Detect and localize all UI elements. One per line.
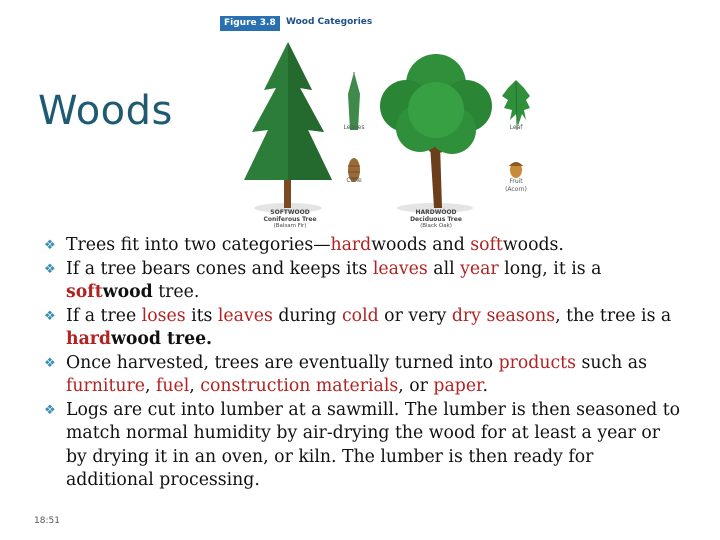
bullet-marker-icon: ❖ <box>44 238 56 253</box>
bullet-text-segment: paper <box>433 376 483 396</box>
fruit-label: Fruit <box>509 178 523 185</box>
bullet-text-segment: during <box>272 305 342 326</box>
bullet-text-segment: , the tree is a <box>555 305 672 326</box>
bullet-marker-icon: ❖ <box>44 402 56 418</box>
bullet-text-segment: dry seasons <box>451 305 556 326</box>
bullet-text-segment: soft <box>470 235 503 255</box>
bullet-text-segment: or very <box>378 305 452 326</box>
bullet-text-segment: . <box>482 376 488 396</box>
bullet-text-segment: woods and <box>371 235 471 255</box>
bullet-item <box>44 352 684 399</box>
hardwood-caption <box>396 209 476 229</box>
hardwood-caption-species: (Black Oak) <box>420 223 452 229</box>
acorn-label: (Acorn) <box>505 186 527 193</box>
bullet-text-segment: If a tree bears cones and keeps its <box>66 258 373 279</box>
bullet-text-segment: such as <box>575 352 647 373</box>
bullet-marker-icon: ❖ <box>44 355 56 371</box>
bullet-item <box>44 305 684 352</box>
bullet-text-segment: construction materials <box>200 376 399 396</box>
wood-categories-figure <box>220 12 536 234</box>
bullet-text-segment: wood <box>102 282 153 302</box>
softwood-caption-type: Coniferous Tree <box>263 216 317 223</box>
bullet-marker-icon: ❖ <box>44 261 56 277</box>
figure-header <box>220 12 536 34</box>
bullet-list <box>44 234 684 493</box>
cone-label: Cone <box>346 177 362 184</box>
hardwood-caption-title: HARDWOOD <box>415 209 457 216</box>
bullet-text-segment: cold <box>342 305 379 326</box>
bullet-text-segment: wood tree. <box>110 329 213 349</box>
bullet-text-segment: If a tree <box>66 305 142 326</box>
bullet-text-segment: all <box>427 258 461 279</box>
leaf-label: Leaf <box>509 124 523 131</box>
trees-illustration <box>220 34 536 234</box>
bullet-text-segment: woods. <box>502 235 564 255</box>
bullet-text-segment: loses <box>141 305 186 326</box>
bullet-marker-icon: ❖ <box>44 308 56 324</box>
bullet-text-segment: leaves <box>217 305 273 326</box>
softwood-caption-species: (Balsam Fir) <box>273 223 307 229</box>
bullet-text-segment: soft <box>66 282 103 302</box>
bullet-text-segment: hard <box>66 329 111 349</box>
acorn-icon <box>509 162 523 178</box>
figure-title: Wood Categories <box>286 17 373 27</box>
bullet-text-segment: furniture <box>66 376 146 396</box>
bullet-item <box>44 399 684 493</box>
bullet-text-segment: its <box>185 305 218 326</box>
softwood-caption-title: SOFTWOOD <box>270 209 310 216</box>
hardwood-caption-type: Deciduous Tree <box>410 216 462 223</box>
softwood-tree-icon <box>244 42 332 213</box>
figure-badge: Figure 3.8 <box>220 16 280 31</box>
slide-title: Woods <box>38 88 173 134</box>
bullet-text-segment: hard <box>330 235 372 255</box>
bullet-text-segment: products <box>498 352 576 373</box>
bullet-text-segment: Logs are cut into lumber at a sawmill. The lumber is then seasoned to match normal humidity by air-drying the wood for at least a year or by drying it in an oven, or kiln. The lumber is then ready for additional processing. <box>66 399 681 490</box>
hardwood-tree-icon <box>380 54 492 213</box>
leaf-icon <box>502 80 530 130</box>
bullet-text-segment: long, it is a <box>498 258 602 279</box>
bullet-text-segment: , or <box>398 376 434 396</box>
bullet-text-segment: year <box>460 258 499 279</box>
leaves-label: Leaves <box>343 124 365 131</box>
bullet-text-segment: , <box>145 376 157 396</box>
bullet-item <box>44 258 684 305</box>
slide-timestamp: 18:51 <box>34 516 60 526</box>
softwood-caption <box>250 209 330 229</box>
bullet-text-segment: leaves <box>372 258 428 279</box>
bullet-text-segment: fuel <box>156 376 190 396</box>
bullet-text-segment: Trees fit into two categories— <box>66 235 331 255</box>
bullet-text-segment: Once harvested, trees are eventually turned into <box>66 352 499 373</box>
leaves-icon <box>348 72 360 130</box>
bullet-text-segment: , <box>189 376 201 396</box>
bullet-text-segment: tree. <box>152 282 200 302</box>
bullet-item <box>44 234 684 258</box>
